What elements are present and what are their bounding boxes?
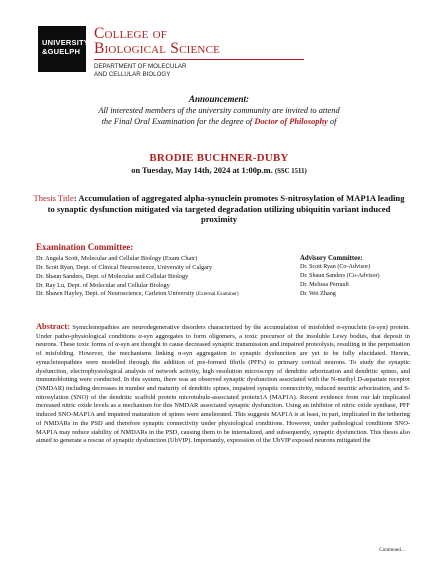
exam-date-text: on Tuesday, May 14th, 2024 at 1:00p.m. — [131, 166, 273, 175]
department-line2: AND CELLULAR BIOLOGY — [94, 70, 171, 78]
continued-note: Continued… — [379, 547, 406, 553]
announcement-line2-prefix: the Final Oral Examination for the degree of — [101, 117, 255, 126]
advisory-member: Dr. Melissa Perrault — [300, 282, 349, 288]
abstract-text: Synucleinopathies are neurodegenerative disorders characterized by the accumulation of misfolded α-synuclein (α-syn) protein. Under patho-physiological conditions α-syn aggregates to form oligomers, a toxic precursor of the insoluble Lewy bodies, that deposit in neurons. These toxic forms of α-syn are thought to cause decreased synaptic transmission and impaired proteolysis, resulting in the perpetuation of misfolding. However, the mechanisms linking α-syn aggregation to synaptic dysfunction are yet to be fully elucidated. Herein, synucleinopathies were modelled through the addition of pre-formed fibrils (PFFs) to primary cortical neurons. To study the synaptic dysfunction, electrophysiological analysis of network activity, high resolution microscopy of dendritic arborization and dendritic spines, and immunoblotting were conducted. In this system, there was an observed synaptic dysfunction associated with the N-methyl D-aspartate receptor (NMDAR) including decreases in number and maturity of dendritic spines, impaired synaptic connectivity, reduced neuritic arborization, and S-nitrosylation (SNO) of the dendritic scaffold protein microtubule-associated protein1A (MAP1A). Recent evidence from our lab implicated increased nitric oxide levels as a mechanism for this NMDAR associated synaptic dysfunction. Using an inhibitor of nitric oxide synthase, PFF induced SNO-MAP1A and impaired maturation of spines were ameliorated. This suggests MAP1A is at least, in part, implicated in the tethering of NMDARs in the PSD and therefore synaptic connectivity under physiological conditions. However, under pathological conditions SNO-MAP1A may reduce stability of NMDARs in the PSD, causing them to be internalized, and subsequently, synaptic dysfunction. This thesis also aimed to generate a rescue of synaptic dysfunction (UbVIP). Importantly, expression of the UbVIP exposed neurons mitigated the — [36, 324, 410, 445]
college-line2: Biological Science — [94, 40, 221, 57]
exam-room: (SSC 1511) — [274, 168, 307, 175]
abstract — [36, 323, 410, 446]
thesis-title — [30, 193, 408, 225]
thesis-title-label: Thesis Title — [33, 193, 74, 203]
advisory-member: Dr. Wei Zhang — [300, 291, 336, 297]
degree-name: Doctor of Philosophy — [254, 117, 328, 126]
abstract-label: Abstract: — [36, 322, 70, 331]
external-examiner-name: Dr. Shawn Hayley, Dept. of Neuroscience, Carleton University — [36, 290, 195, 297]
external-examiner-role: (External Examiner) — [196, 291, 239, 297]
college-line1: College of — [94, 25, 168, 42]
thesis-title-text: : Accumulation of aggregated alpha-synuclein promotes S-nitrosylation of MAP1A leading to synaptic dysfunction mitigated via targeted degradation utilizing ubiquitin variant induced proximity — [47, 193, 405, 225]
candidate-name: BRODIE BUCHNER-DUBY — [149, 152, 289, 164]
department-line1: DEPARTMENT OF MOLECULAR — [94, 63, 187, 70]
advisory-member: Dr. Shaun Sanders (Co-Advisor) — [300, 273, 380, 279]
candidate-block — [0, 152, 438, 177]
committee-member-external — [36, 290, 276, 299]
examination-committee — [36, 242, 266, 299]
examination-committee-title: Examination Committee: — [36, 242, 134, 252]
committee-member: Dr. Angela Scott, Molecular and Cellular Biology (Exam Chair) — [36, 255, 198, 262]
announcement — [0, 93, 438, 127]
letterhead — [38, 26, 408, 88]
college-name — [94, 26, 394, 78]
committee-member: Dr. Scott Ryan, Dept. of Clinical Neuroscience, University of Calgary — [36, 264, 213, 271]
announcement-line2 — [0, 116, 438, 127]
announcement-line1: All interested members of the university community are invited to attend — [98, 106, 340, 115]
announcement-title: Announcement: — [188, 94, 249, 104]
logo-line2: &GUELPH — [42, 47, 81, 56]
logo-line1: UNIVERSITY — [42, 38, 90, 47]
committee-member: Dr. Shaun Sanders, Dept. of Molecular and Cellular Biology — [36, 273, 189, 280]
committee-member: Dr. Ray Lu, Dept. of Molecular and Cellular Biology — [36, 282, 170, 289]
header-rule — [94, 59, 304, 60]
university-logo — [38, 26, 90, 72]
exam-date — [0, 165, 438, 177]
advisory-committee-title: Advisory Committee: — [300, 255, 363, 262]
announcement-line2-suffix: of — [327, 117, 337, 126]
advisory-committee — [300, 254, 412, 299]
advisory-member: Dr. Scott Ryan (Co-Advisor) — [300, 264, 371, 270]
